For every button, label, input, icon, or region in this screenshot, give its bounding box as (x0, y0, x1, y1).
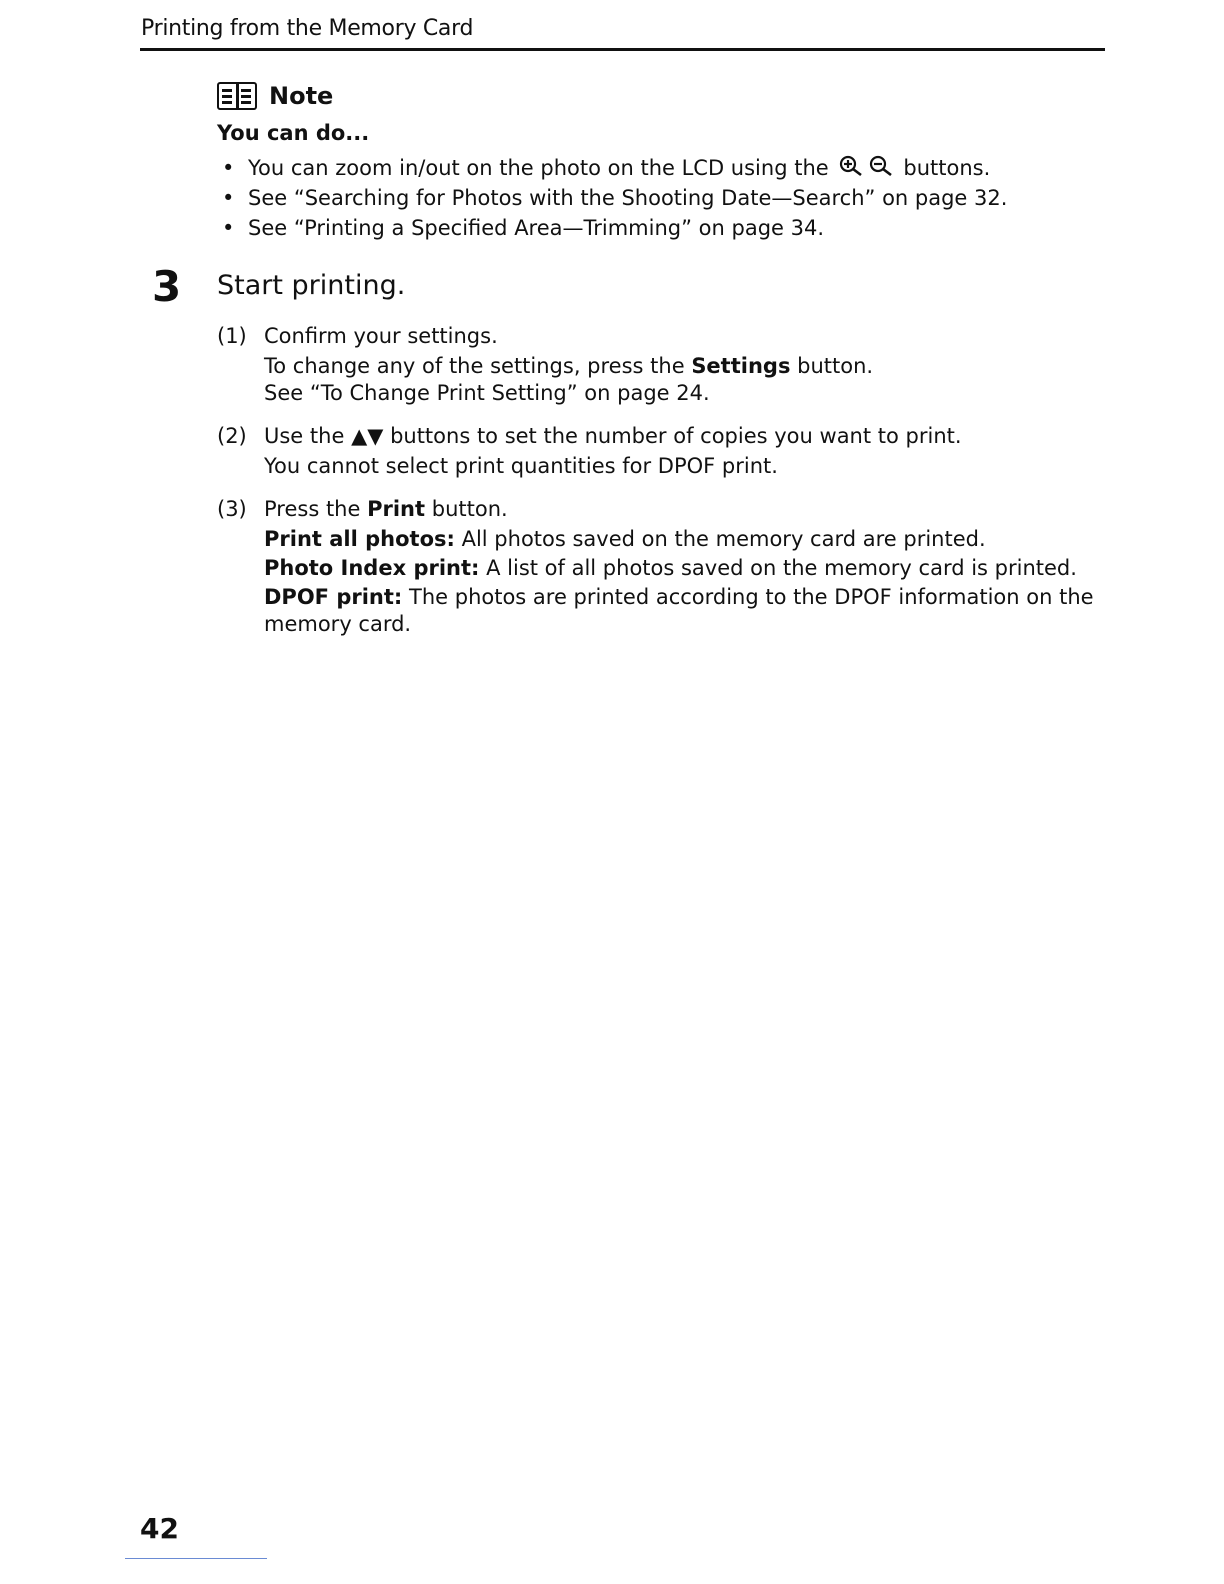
zoom-out-icon (869, 155, 893, 177)
step-number: 3 (152, 262, 182, 311)
page-header-title: Printing from the Memory Card (141, 16, 474, 41)
list-item: • See “Printing a Specified Area—Trimming” on page 34. (222, 216, 825, 240)
page-number: 42 (140, 1512, 179, 1545)
note-label: Note (269, 82, 334, 110)
note-bullet-list (222, 153, 1007, 243)
footer-divider (125, 1558, 267, 1559)
header-divider (140, 48, 1105, 51)
list-item: • See “Searching for Photos with the Shooting Date—Search” on page 32. (222, 186, 1008, 210)
up-down-arrow-icon: ▲▼ (351, 424, 384, 448)
zoom-in-icon (839, 155, 863, 177)
note-heading (217, 82, 333, 110)
note-subtitle: You can do... (217, 121, 370, 145)
book-icon (217, 82, 257, 110)
step-title: Start printing. (217, 270, 406, 301)
list-item: • You can zoom in/out on the photo on the LCD using the buttons. (222, 156, 991, 180)
